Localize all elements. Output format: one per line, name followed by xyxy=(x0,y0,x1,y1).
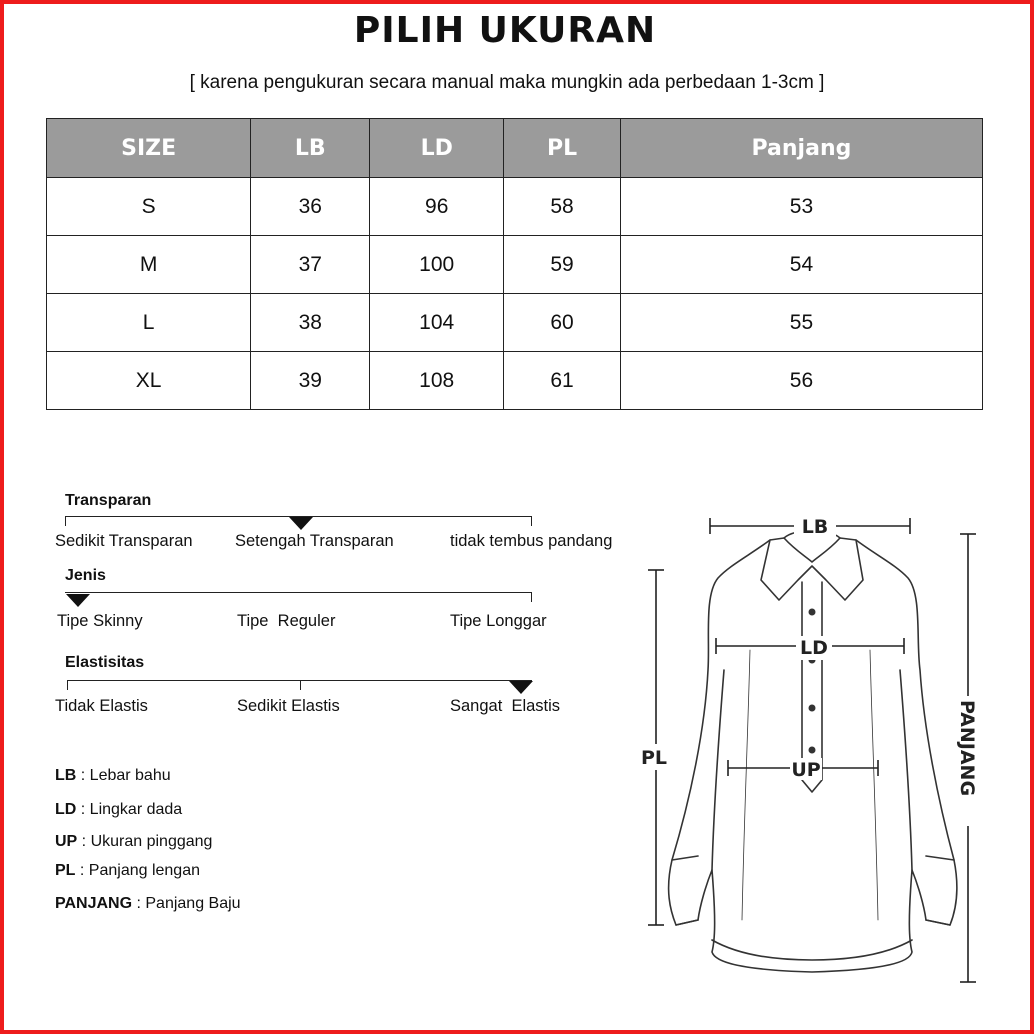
header-ld: LD xyxy=(370,119,504,178)
scale-tick xyxy=(65,516,66,526)
scale-tick xyxy=(300,680,301,690)
jenis-label-low: Tipe Skinny xyxy=(57,612,143,630)
size-table xyxy=(46,118,983,410)
transparan-label-high: tidak tembus pandang xyxy=(450,532,613,550)
scale-tick xyxy=(531,516,532,526)
table-row xyxy=(47,294,983,352)
header-pl: PL xyxy=(504,119,621,178)
shirt-diagram xyxy=(620,500,1010,1000)
table-cell: 53 xyxy=(620,178,982,236)
ld-label: LD xyxy=(800,637,828,659)
table-cell: 36 xyxy=(251,178,370,236)
transparan-marker-icon xyxy=(289,517,313,530)
table-row xyxy=(47,236,983,294)
elastisitas-label-mid: Sedikit Elastis xyxy=(237,697,340,715)
page-title: PILIH UKURAN xyxy=(353,10,657,51)
page-subtitle: [ karena pengukuran secara manual maka mungkin ada perbedaan 1-3cm ] xyxy=(189,72,825,93)
shirt-collar xyxy=(761,538,863,600)
table-row xyxy=(47,352,983,410)
table-cell: 38 xyxy=(251,294,370,352)
jenis-label-mid: Tipe Reguler xyxy=(237,612,336,630)
header-size: SIZE xyxy=(47,119,251,178)
legend-item: UP : Ukuran pinggang xyxy=(55,833,213,850)
table-cell: 104 xyxy=(370,294,504,352)
table-cell: 60 xyxy=(504,294,621,352)
table-cell: M xyxy=(47,236,251,294)
legend-item: PL : Panjang lengan xyxy=(55,862,200,879)
header-panjang: Panjang xyxy=(620,119,982,178)
transparan-label-low: Sedikit Transparan xyxy=(55,532,193,550)
scale-tick xyxy=(67,680,68,690)
table-cell: 61 xyxy=(504,352,621,410)
pl-label: PL xyxy=(640,747,668,769)
table-cell: XL xyxy=(47,352,251,410)
table-header-row xyxy=(47,119,983,178)
table-cell: 59 xyxy=(504,236,621,294)
table-row xyxy=(47,178,983,236)
panjang-label: PANJANG xyxy=(956,700,978,797)
jenis-scale-line xyxy=(65,592,532,593)
table-cell: L xyxy=(47,294,251,352)
legend-item: PANJANG : Panjang Baju xyxy=(55,895,241,912)
table-cell: S xyxy=(47,178,251,236)
elastisitas-marker-icon xyxy=(509,681,533,694)
table-cell: 56 xyxy=(620,352,982,410)
up-label: UP xyxy=(791,759,821,781)
transparan-title: Transparan xyxy=(65,492,152,509)
lb-label: LB xyxy=(801,516,829,538)
button-icon xyxy=(809,609,816,616)
table-cell: 100 xyxy=(370,236,504,294)
table-cell: 96 xyxy=(370,178,504,236)
header-lb: LB xyxy=(251,119,370,178)
legend-item: LB : Lebar bahu xyxy=(55,767,171,784)
table-cell: 55 xyxy=(620,294,982,352)
elastisitas-label-low: Tidak Elastis xyxy=(55,697,148,715)
scale-tick xyxy=(531,592,532,602)
table-cell: 108 xyxy=(370,352,504,410)
transparan-label-mid: Setengah Transparan xyxy=(235,532,394,550)
shirt-outline xyxy=(669,540,957,972)
table-cell: 39 xyxy=(251,352,370,410)
table-cell: 37 xyxy=(251,236,370,294)
button-icon xyxy=(809,705,816,712)
button-icon xyxy=(809,747,816,754)
jenis-marker-icon xyxy=(66,594,90,607)
jenis-title: Jenis xyxy=(65,567,106,584)
legend-item: LD : Lingkar dada xyxy=(55,801,183,818)
jenis-label-high: Tipe Longgar xyxy=(450,612,547,630)
elastisitas-label-high: Sangat Elastis xyxy=(450,697,561,715)
elastisitas-title: Elastisitas xyxy=(65,654,145,671)
table-cell: 58 xyxy=(504,178,621,236)
table-cell: 54 xyxy=(620,236,982,294)
